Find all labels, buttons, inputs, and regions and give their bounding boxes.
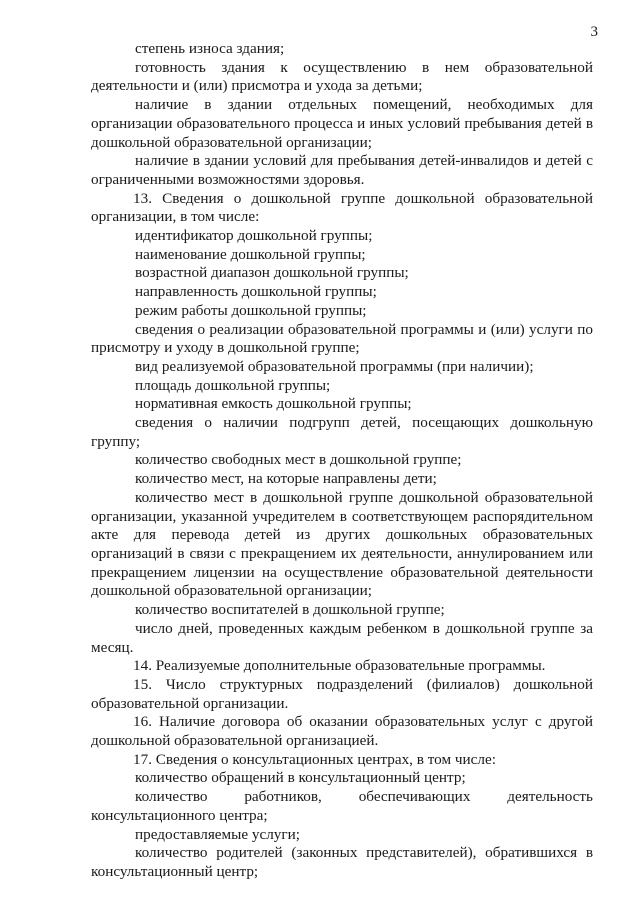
paragraph: предоставляемые услуги;	[135, 825, 300, 843]
paragraph: сведения о наличии подгрупп детей, посещающих дошкольную группу;	[91, 414, 593, 450]
section-heading-17: 17. Сведения о консультационных центрах, в том числе:	[133, 750, 496, 768]
paragraph: площадь дошкольной группы;	[135, 376, 331, 394]
section-heading-13: 13. Сведения о дошкольной группе дошкольной образовательной организации, в том числе:	[91, 189, 593, 226]
paragraph: количество мест в дошкольной группе дошкольной образовательной организации, указанной учредителем в соответствующем распорядительном акте для перевода детей из других дошкольных образовательных организаций в связи с прекращением их деятельности, аннулированием или прекращением лицензии на осуществление образовательной деятельности дошкольной образовательной организации;	[91, 488, 593, 600]
paragraph: возрастной диапазон дошкольной группы;	[135, 264, 409, 282]
paragraph: сведения о реализации образовательной программы и (или) услуги по присмотру и уходу в дошкольной группе;	[91, 320, 593, 357]
section-heading-15: 15. Число структурных подразделений (филиалов) дошкольной образовательной организации.	[91, 675, 593, 712]
paragraph: наличие в здании отдельных помещений, необходимых для организации образовательного процесса и иных условий пребывания детей в дошкольной образовательной организации;	[91, 96, 593, 151]
paragraph: нормативная емкость дошкольной группы;	[135, 395, 412, 413]
paragraph: направленность дошкольной группы;	[135, 283, 377, 301]
paragraph: идентификатор дошкольной группы;	[135, 227, 373, 245]
paragraph: вид реализуемой образовательной программы (при наличии);	[135, 357, 534, 375]
document-body	[91, 40, 593, 882]
paragraph: количество мест, на которые направлены дети;	[135, 470, 437, 488]
paragraph: количество свободных мест в дошкольной группе;	[135, 451, 462, 469]
paragraph: готовность здания к осуществлению в нем образовательной деятельности и (или) присмотра и ухода за детьми;	[91, 58, 593, 95]
paragraph: количество родителей (законных представителей), обратившихся в консультационный центр;	[91, 844, 593, 880]
paragraph: степень износа здания;	[135, 40, 285, 57]
section-heading-14: 14. Реализуемые дополнительные образовательные программы.	[133, 657, 546, 675]
page-number: 3	[590, 24, 598, 40]
paragraph: режим работы дошкольной группы;	[135, 301, 367, 319]
section-heading-16: 16. Наличие договора об оказании образовательных услуг с другой дошкольной образовательной организацией.	[91, 713, 593, 750]
paragraph: наименование дошкольной группы;	[135, 245, 366, 263]
paragraph: наличие в здании условий для пребывания детей-инвалидов и детей с ограниченными возможностями здоровья.	[91, 152, 593, 188]
paragraph: количество воспитателей в дошкольной группе;	[135, 601, 445, 619]
paragraph: число дней, проведенных каждым ребенком в дошкольной группе за месяц.	[91, 619, 593, 656]
paragraph: количество обращений в консультационный центр;	[135, 769, 466, 787]
paragraph: количество работников, обеспечивающих деятельность консультационного центра;	[91, 788, 593, 824]
